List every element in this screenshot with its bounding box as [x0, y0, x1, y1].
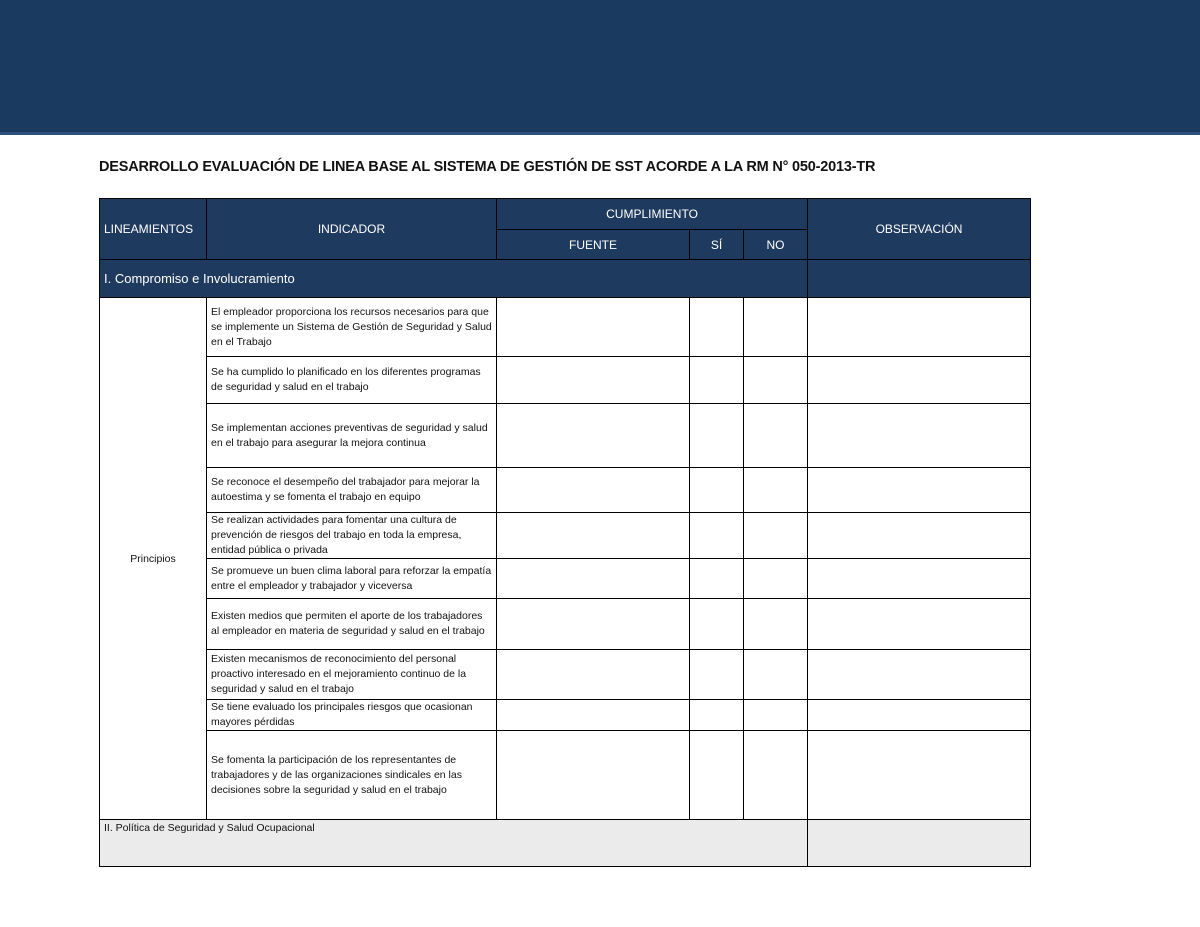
indicador-row: Se reconoce el desempeño del trabajador para mejorar la autoestima y se fomenta el trabajo en equipo — [207, 468, 497, 513]
header-fuente: FUENTE — [497, 230, 690, 260]
si-cell[interactable] — [690, 731, 744, 820]
fuente-cell[interactable] — [497, 559, 690, 599]
no-cell[interactable] — [744, 650, 808, 700]
observacion-cell[interactable] — [808, 599, 1031, 650]
header-banner — [0, 0, 1200, 135]
observacion-cell[interactable] — [808, 650, 1031, 700]
indicador-row: Se implementan acciones preventivas de seguridad y salud en el trabajo para asegurar la mejora continua — [207, 404, 497, 468]
si-cell[interactable] — [690, 650, 744, 700]
fuente-cell[interactable] — [497, 599, 690, 650]
header-no: NO — [744, 230, 808, 260]
observacion-cell[interactable] — [808, 357, 1031, 404]
si-cell[interactable] — [690, 599, 744, 650]
header-cumplimiento: CUMPLIMIENTO — [497, 199, 808, 230]
no-cell[interactable] — [744, 298, 808, 357]
no-cell[interactable] — [744, 404, 808, 468]
no-cell[interactable] — [744, 731, 808, 820]
fuente-cell[interactable] — [497, 357, 690, 404]
no-cell[interactable] — [744, 599, 808, 650]
section-1-observacion-cell — [808, 260, 1031, 298]
header-indicador: INDICADOR — [207, 199, 497, 260]
indicador-row: Existen medios que permiten el aporte de los trabajadores al empleador en materia de seguridad y salud en el trabajo — [207, 599, 497, 650]
si-cell[interactable] — [690, 559, 744, 599]
header-lineamientos: LINEAMIENTOS — [100, 199, 207, 260]
fuente-cell[interactable] — [497, 404, 690, 468]
si-cell[interactable] — [690, 298, 744, 357]
observacion-cell[interactable] — [808, 468, 1031, 513]
no-cell[interactable] — [744, 468, 808, 513]
indicador-row: Se realizan actividades para fomentar una cultura de prevención de riesgos del trabajo en toda la empresa, entidad pública o privada — [207, 513, 497, 559]
no-cell[interactable] — [744, 513, 808, 559]
indicador-row: El empleador proporciona los recursos necesarios para que se implemente un Sistema de Gestión de Seguridad y Salud en el Trabajo — [207, 298, 497, 357]
evaluation-table — [99, 198, 1031, 867]
section-2-title: II. Política de Seguridad y Salud Ocupacional — [100, 820, 808, 867]
lineamiento-principios: Principios — [100, 298, 207, 820]
observacion-cell[interactable] — [808, 559, 1031, 599]
si-cell[interactable] — [690, 357, 744, 404]
fuente-cell[interactable] — [497, 513, 690, 559]
observacion-cell[interactable] — [808, 513, 1031, 559]
indicador-row: Se promueve un buen clima laboral para reforzar la empatía entre el empleador y trabajador y viceversa — [207, 559, 497, 599]
header-si: SÍ — [690, 230, 744, 260]
si-cell[interactable] — [690, 700, 744, 731]
indicador-row: Se tiene evaluado los principales riesgos que ocasionan mayores pérdidas — [207, 700, 497, 731]
fuente-cell[interactable] — [497, 731, 690, 820]
no-cell[interactable] — [744, 559, 808, 599]
no-cell[interactable] — [744, 357, 808, 404]
indicador-row: Se fomenta la participación de los representantes de trabajadores y de las organizaciones sindicales en las decisiones sobre la seguridad y salud en el trabajo — [207, 731, 497, 820]
observacion-cell[interactable] — [808, 700, 1031, 731]
section-2-observacion-cell — [808, 820, 1031, 867]
indicador-row: Se ha cumplido lo planificado en los diferentes programas de seguridad y salud en el trabajo — [207, 357, 497, 404]
si-cell[interactable] — [690, 513, 744, 559]
fuente-cell[interactable] — [497, 700, 690, 731]
si-cell[interactable] — [690, 404, 744, 468]
si-cell[interactable] — [690, 468, 744, 513]
observacion-cell[interactable] — [808, 404, 1031, 468]
fuente-cell[interactable] — [497, 650, 690, 700]
indicador-row: Existen mecanismos de reconocimiento del personal proactivo interesado en el mejoramiento continuo de la seguridad y salud en el trabajo — [207, 650, 497, 700]
fuente-cell[interactable] — [497, 298, 690, 357]
observacion-cell[interactable] — [808, 731, 1031, 820]
document-title: DESARROLLO EVALUACIÓN DE LINEA BASE AL SISTEMA DE GESTIÓN DE SST ACORDE A LA RM N° 050-2013-TR — [99, 159, 876, 175]
section-1-title: I. Compromiso e Involucramiento — [100, 260, 808, 298]
fuente-cell[interactable] — [497, 468, 690, 513]
observacion-cell[interactable] — [808, 298, 1031, 357]
no-cell[interactable] — [744, 700, 808, 731]
header-observacion: OBSERVACIÓN — [808, 199, 1031, 260]
